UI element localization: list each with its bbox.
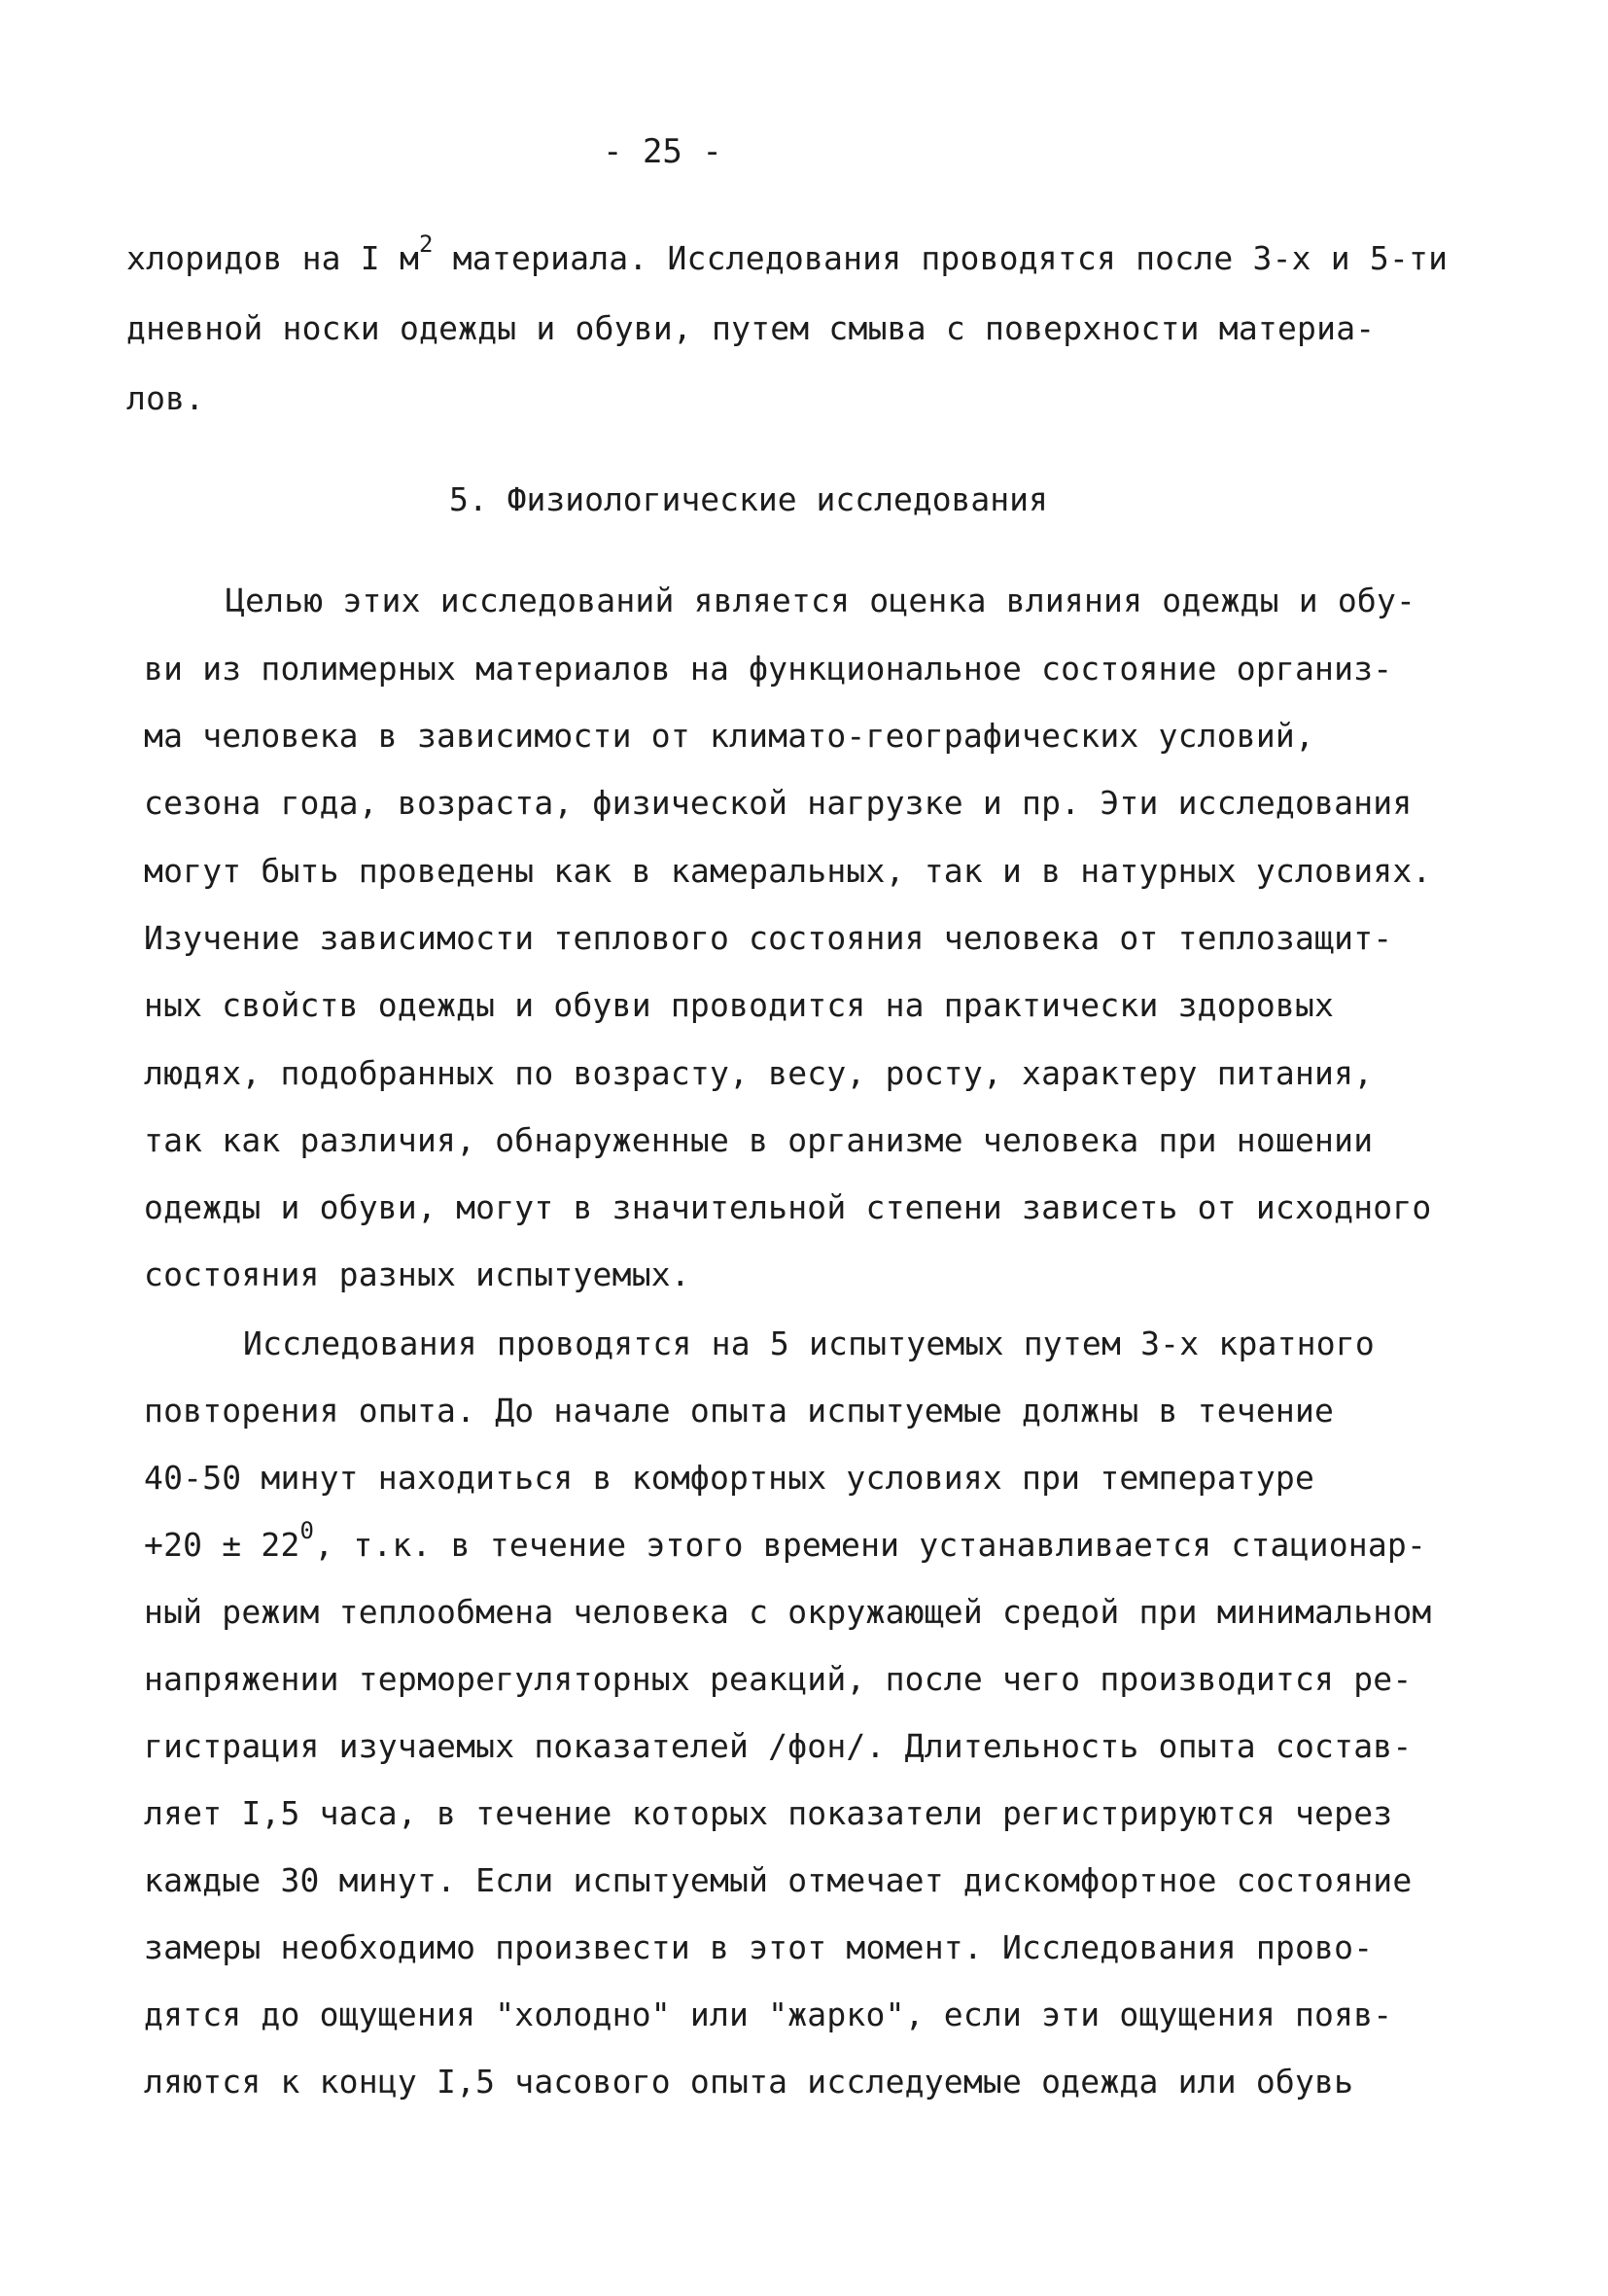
paragraph-2-line: 40-50 минут находиться в комфортных условиях при температуре — [144, 1459, 1315, 1497]
intro-line-1-text-a: хлоридов на I м — [126, 239, 420, 277]
paragraph-2-line: напряжении терморегуляторных реакций, после чего производится ре- — [144, 1660, 1413, 1698]
paragraph-2-line: гистрация изучаемых показателей /фон/. Длительность опыта состав- — [144, 1727, 1413, 1765]
paragraph-1-line: Целью этих исследований является оценка влияния одежды и обу- — [226, 582, 1416, 619]
paragraph-2-line: Исследования проводятся на 5 испытуемых путем 3-х кратного — [243, 1325, 1375, 1362]
paragraph-1-line: людях, подобранных по возрасту, весу, росту, характеру питания, — [144, 1054, 1374, 1092]
paragraph-1-line: одежды и обуви, могут в значительной степени зависеть от исходного — [144, 1188, 1432, 1226]
superscript-degree: 0 — [299, 1517, 315, 1544]
intro-line-2: дневной носки одежды и обуви, путем смыва с поверхности материа- — [126, 309, 1376, 347]
temperature-text-a: +20 ± 22 — [144, 1526, 300, 1564]
paragraph-2-line: ный режим теплообмена человека с окружающей средой при минимальном — [144, 1593, 1432, 1631]
superscript-square: 2 — [419, 230, 434, 258]
paragraph-1-line: ви из полимерных материалов на функциональное состояние организ- — [144, 650, 1393, 688]
paragraph-2-line: повторения опыта. До начале опыта испытуемые должны в течение — [144, 1392, 1335, 1430]
paragraph-2-line: ляет I,5 часа, в течение которых показатели регистрируются через — [144, 1794, 1393, 1832]
section-heading: 5. Физиологические исследования — [449, 480, 1048, 518]
paragraph-1-line: ных свойств одежды и обуви проводится на практически здоровых — [144, 986, 1335, 1024]
paragraph-2-line: замеры необходимо произвести в этот момент. Исследования прово- — [144, 1928, 1374, 1966]
paragraph-1-line: ма человека в зависимости от климато-географических условий, — [144, 717, 1315, 755]
intro-line-3: лов. — [126, 379, 205, 417]
paragraph-1-line: могут быть проведены как в камеральных, так и в натурных условиях. — [144, 852, 1432, 890]
temperature-text-b: , т.к. в течение этого времени устанавливается стационар- — [314, 1526, 1427, 1564]
paragraph-2-line: дятся до ощущения "холодно" или "жарко", если эти ощущения появ- — [144, 1996, 1393, 2033]
paragraph-1-line: сезона года, возраста, физической нагрузке и пр. Эти исследования — [144, 784, 1413, 822]
paragraph-2-line: ляются к концу I,5 часового опыта исследуемые одежда или обувь — [144, 2063, 1354, 2101]
intro-line-1-text-b: материала. Исследования проводятся после 3-х и 5-ти — [433, 239, 1449, 277]
paragraph-1-line: Изучение зависимости теплового состояния человека от теплозащит- — [144, 919, 1393, 957]
paragraph-2-line: каждые 30 минут. Если испытуемый отмечает дискомфортное состояние — [144, 1861, 1413, 1899]
intro-line-1 — [126, 230, 1449, 278]
paragraph-1-line: так как различия, обнаруженные в организме человека при ношении — [144, 1121, 1374, 1159]
page-number: - 25 - — [603, 132, 722, 171]
paragraph-1-line: состояния разных испытуемых. — [144, 1255, 690, 1293]
paragraph-2-line — [144, 1517, 1427, 1565]
